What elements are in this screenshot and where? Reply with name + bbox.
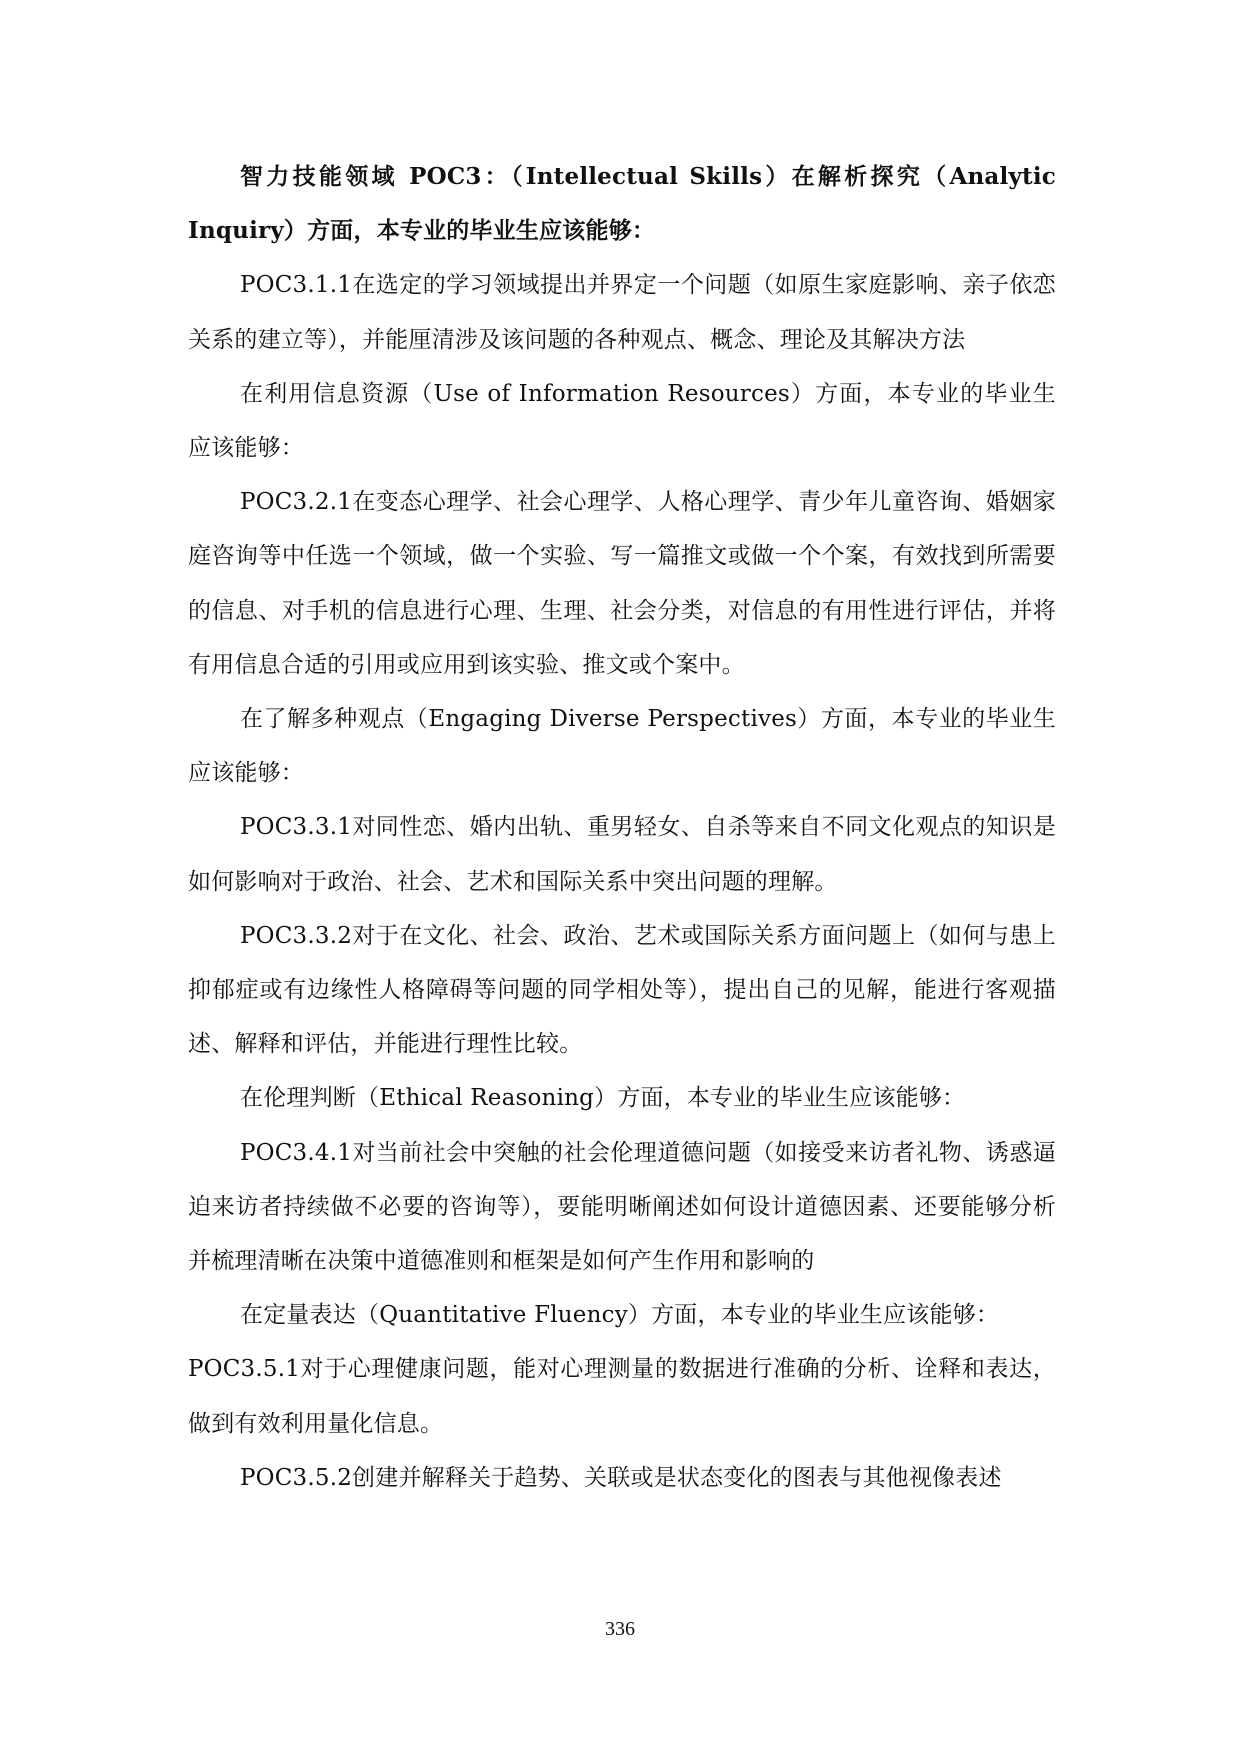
- paragraph-poc3-4-1: POC3.4.1对当前社会中突触的社会伦理道德问题（如接受来访者礼物、诱惑逼迫来访者持续做不必要的咨询等），要能明晰阐述如何设计道德因素、还要能够分析并梳理清晰在决策中道德准则和框架是如何产生作用和影响的: [188, 1139, 1056, 1275]
- paragraph-information-resources-intro: 在利用信息资源（Use of Information Resources）方面，本专业的毕业生应该能够：: [188, 380, 1056, 462]
- paragraph-poc3-5-2: POC3.5.2创建并解释关于趋势、关联或是状态变化的图表与其他视像表述: [240, 1464, 1002, 1491]
- paragraph-poc3-2-1: POC3.2.1在变态心理学、社会心理学、人格心理学、青少年儿童咨询、婚姻家庭咨询等中任选一个领域，做一个实验、写一篇推文或做一个个案，有效找到所需要的信息、对手机的信息进行心理、生理、社会分类，对信息的有用性进行评估，并将有用信息合适的引用或应用到该实验、推文或个案中。: [188, 489, 1056, 678]
- paragraph-poc3-5-1: POC3.5.1对于心理健康问题，能对心理测量的数据进行准确的分析、诠释和表达，做到有效利用量化信息。: [188, 1356, 1056, 1437]
- paragraph-poc3-3-1: POC3.3.1对同性恋、婚内出轨、重男轻女、自杀等来自不同文化观点的知识是如何影响对于政治、社会、艺术和国际关系中突出问题的理解。: [188, 814, 1056, 895]
- paragraph-quantitative-fluency-intro: 在定量表达（Quantitative Fluency）方面，本专业的毕业生应该能够：: [240, 1302, 1000, 1329]
- paragraph-diverse-perspectives-intro: 在了解多种观点（Engaging Diverse Perspectives）方面，本专业的毕业生应该能够：: [188, 706, 1056, 787]
- section-heading: 智力技能领域 POC3：（Intellectual Skills）在解析探究（Analytic Inquiry）方面，本专业的毕业生应该能够：: [188, 163, 1056, 245]
- paragraph-poc3-3-2: POC3.3.2对于在文化、社会、政治、艺术或国际关系方面问题上（如何与患上抑郁症或有边缘性人格障碍等问题的同学相处等），提出自己的见解，能进行客观描述、解释和评估，并能进行理性比较。: [188, 922, 1056, 1058]
- paragraph-poc3-1-1: POC3.1.1在选定的学习领域提出并界定一个问题（如原生家庭影响、亲子依恋关系的建立等），并能厘清涉及该问题的各种观点、概念、理论及其解决方法: [188, 272, 1056, 353]
- paragraph-ethical-reasoning-intro: 在伦理判断（Ethical Reasoning）方面，本专业的毕业生应该能够：: [240, 1085, 966, 1112]
- document-body: [188, 150, 1056, 1505]
- page-number: 336: [605, 1618, 635, 1640]
